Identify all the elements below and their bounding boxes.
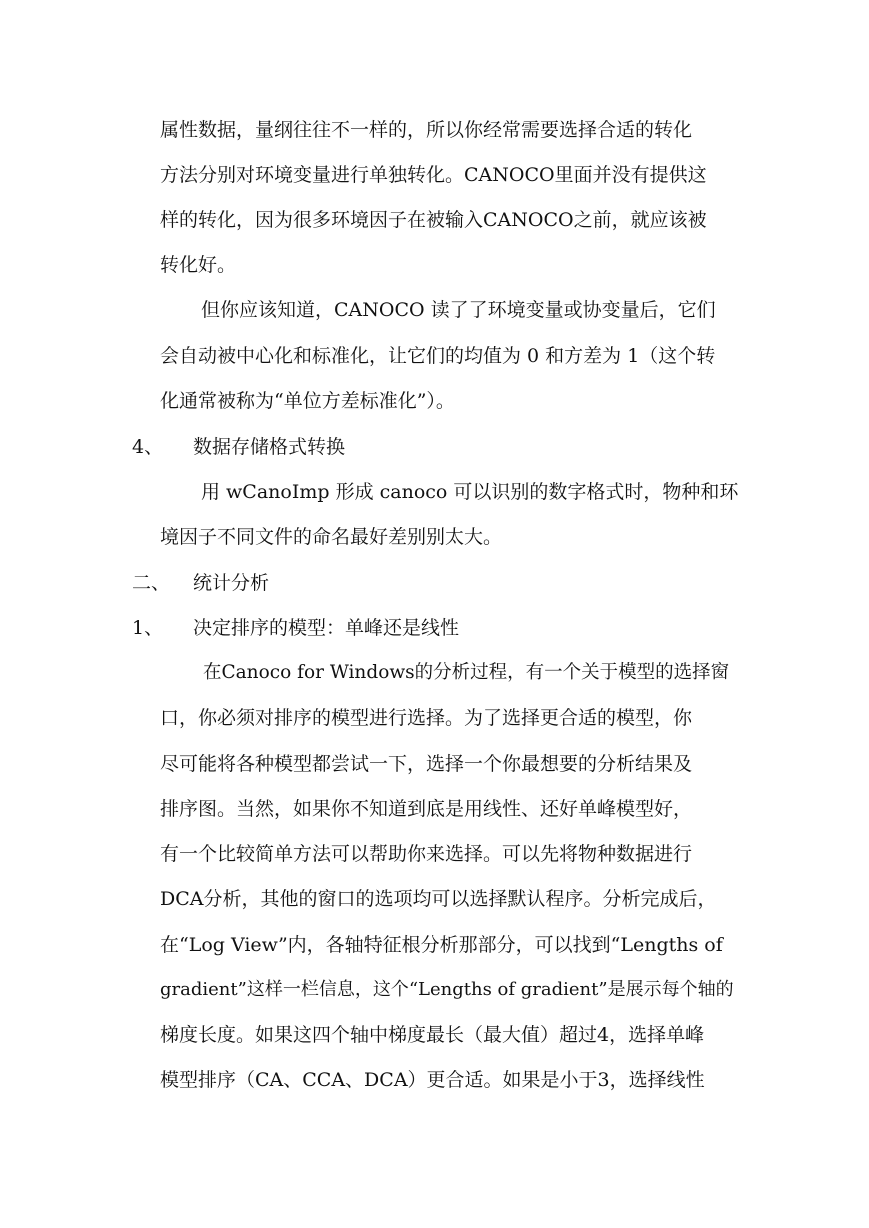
section-2-title: 统计分析	[193, 572, 270, 594]
heading-1-number: 1、	[132, 617, 164, 639]
paragraph-4-line-2: 口，你必须对排序的模型进行选择。为了选择更合适的模型，你	[160, 707, 693, 729]
paragraph-2-line-2: 会自动被中心化和标准化，让它们的均值为 0 和方差为 1（这个转	[160, 345, 716, 367]
paragraph-3-line-1: 用 wCanoImp 形成 canoco 可以识别的数字格式时，物种和环	[201, 481, 739, 503]
paragraph-4-line-5: 有一个比较简单方法可以帮助你来选择。可以先将物种数据进行	[160, 843, 693, 865]
paragraph-4-line-7: 在“Log View”内，各轴特征根分析那部分，可以找到“Lengths of	[160, 934, 723, 956]
paragraph-4-line-3: 尽可能将各种模型都尝试一下，选择一个你最想要的分析结果及	[160, 753, 693, 775]
paragraph-1-line-1: 属性数据，量纲往往不一样的，所以你经常需要选择合适的转化	[160, 119, 693, 141]
paragraph-4-line-1: 在Canoco for Windows的分析过程，有一个关于模型的选择窗	[203, 662, 730, 683]
heading-4-number: 4、	[132, 436, 164, 458]
paragraph-4-line-8: gradient”这样一栏信息，这个“Lengths of gradient”是展示每个轴的	[160, 979, 734, 1000]
paragraph-4-line-4: 排序图。当然，如果你不知道到底是用线性、还好单峰模型好，	[160, 798, 693, 820]
paragraph-2-line-3: 化通常被称为“单位方差标准化”）。	[160, 390, 455, 412]
paragraph-1-line-4: 转化好。	[160, 254, 237, 276]
paragraph-4-line-6: DCA分析，其他的窗口的选项均可以选择默认程序。分析完成后，	[160, 888, 717, 910]
paragraph-1-line-3: 样的转化，因为很多环境因子在被输入CANOCO之前，就应该被	[160, 209, 707, 231]
heading-1-title: 决定排序的模型：单峰还是线性	[193, 617, 460, 639]
paragraph-3-line-2: 境因子不同文件的命名最好差别别太大。	[160, 526, 503, 548]
paragraph-4-line-10: 模型排序（CA、CCA、DCA）更合适。如果是小于3，选择线性	[160, 1069, 705, 1091]
heading-4-title: 数据存储格式转换	[193, 436, 346, 458]
paragraph-2-line-1: 但你应该知道，CANOCO 读了了环境变量或协变量后，它们	[201, 299, 716, 321]
section-2-number: 二、	[132, 572, 171, 594]
paragraph-4-line-9: 梯度长度。如果这四个轴中梯度最长（最大值）超过4，选择单峰	[160, 1024, 705, 1046]
paragraph-1-line-2: 方法分别对环境变量进行单独转化。CANOCO里面并没有提供这	[160, 164, 707, 186]
